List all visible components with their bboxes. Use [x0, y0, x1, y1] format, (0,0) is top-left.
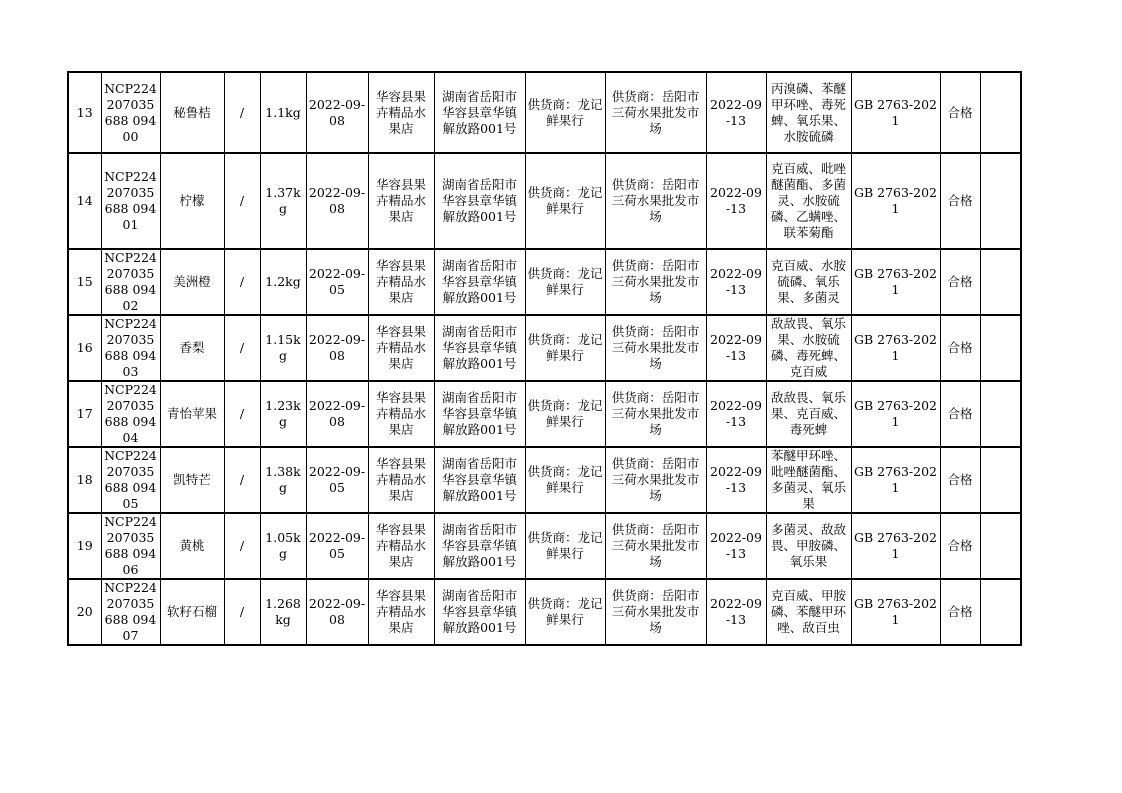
row-number-cell: 14 [68, 153, 101, 249]
sample-name-cell: 软籽石榴 [160, 579, 224, 645]
sample-name-cell: 青怡苹果 [160, 381, 224, 447]
row-number-cell: 16 [68, 315, 101, 381]
table-row [68, 381, 1021, 447]
results-sheet [67, 71, 1022, 646]
sample-code-cell: NCP224207035688 09407 [101, 579, 160, 645]
sample-code-cell: NCP224207035688 09406 [101, 513, 160, 579]
seller-address-cell: 湖南省岳阳市华容县章华镇解放路001号 [434, 579, 525, 645]
note-cell [980, 579, 1021, 645]
row-number-cell: 20 [68, 579, 101, 645]
market-cell: 供货商：岳阳市三荷水果批发市场 [605, 447, 706, 513]
quantity-cell: 1.1kg [260, 72, 306, 153]
seller-address-cell: 湖南省岳阳市华容县章华镇解放路001号 [434, 447, 525, 513]
production-date-cell: 2022-09-08 [306, 72, 368, 153]
standard-cell: GB 2763-2021 [851, 315, 940, 381]
row-number-cell: 17 [68, 381, 101, 447]
sample-code-cell: NCP224207035688 09404 [101, 381, 160, 447]
production-date-cell: 2022-09-05 [306, 447, 368, 513]
inspection-results-table [67, 71, 1022, 646]
seller-address-cell: 湖南省岳阳市华容县章华镇解放路001号 [434, 513, 525, 579]
supplier-cell: 供货商：龙记鲜果行 [525, 72, 605, 153]
production-date-cell: 2022-09-05 [306, 513, 368, 579]
note-cell [980, 315, 1021, 381]
seller-address-cell: 湖南省岳阳市华容县章华镇解放路001号 [434, 72, 525, 153]
quantity-cell: 1.05kg [260, 513, 306, 579]
supplier-cell: 供货商：龙记鲜果行 [525, 249, 605, 315]
test-items-cell: 多菌灵、敌敌畏、甲胺磷、氧乐果 [766, 513, 851, 579]
result-cell: 合格 [940, 381, 980, 447]
result-cell: 合格 [940, 579, 980, 645]
result-cell: 合格 [940, 447, 980, 513]
table-row [68, 153, 1021, 249]
specification-cell: / [224, 153, 260, 249]
sample-name-cell: 秘鲁桔 [160, 72, 224, 153]
row-number-cell: 19 [68, 513, 101, 579]
production-date-cell: 2022-09-08 [306, 579, 368, 645]
table-row [68, 72, 1021, 153]
seller-name-cell: 华容县果卉精品水果店 [368, 513, 434, 579]
specification-cell: / [224, 249, 260, 315]
report-date-cell: 2022-09-13 [706, 315, 766, 381]
sample-code-cell: NCP224207035688 09403 [101, 315, 160, 381]
result-cell: 合格 [940, 249, 980, 315]
production-date-cell: 2022-09-08 [306, 381, 368, 447]
note-cell [980, 249, 1021, 315]
result-cell: 合格 [940, 315, 980, 381]
report-date-cell: 2022-09-13 [706, 381, 766, 447]
note-cell [980, 513, 1021, 579]
market-cell: 供货商：岳阳市三荷水果批发市场 [605, 315, 706, 381]
market-cell: 供货商：岳阳市三荷水果批发市场 [605, 72, 706, 153]
production-date-cell: 2022-09-08 [306, 315, 368, 381]
seller-name-cell: 华容县果卉精品水果店 [368, 249, 434, 315]
seller-name-cell: 华容县果卉精品水果店 [368, 447, 434, 513]
note-cell [980, 447, 1021, 513]
sample-code-cell: NCP224207035688 09400 [101, 72, 160, 153]
row-number-cell: 13 [68, 72, 101, 153]
report-date-cell: 2022-09-13 [706, 579, 766, 645]
row-number-cell: 15 [68, 249, 101, 315]
market-cell: 供货商：岳阳市三荷水果批发市场 [605, 153, 706, 249]
supplier-cell: 供货商：龙记鲜果行 [525, 315, 605, 381]
table-row [68, 513, 1021, 579]
standard-cell: GB 2763-2021 [851, 381, 940, 447]
table-row [68, 447, 1021, 513]
test-items-cell: 克百威、甲胺磷、苯醚甲环唑、敌百虫 [766, 579, 851, 645]
seller-name-cell: 华容县果卉精品水果店 [368, 315, 434, 381]
table-row [68, 315, 1021, 381]
note-cell [980, 153, 1021, 249]
seller-address-cell: 湖南省岳阳市华容县章华镇解放路001号 [434, 381, 525, 447]
supplier-cell: 供货商：龙记鲜果行 [525, 513, 605, 579]
test-items-cell: 敌敌畏、氧乐果、克百威、毒死蜱 [766, 381, 851, 447]
sample-code-cell: NCP224207035688 09402 [101, 249, 160, 315]
test-items-cell: 克百威、水胺硫磷、氧乐果、多菌灵 [766, 249, 851, 315]
specification-cell: / [224, 447, 260, 513]
test-items-cell: 敌敌畏、氧乐果、水胺硫磷、毒死蜱、克百威 [766, 315, 851, 381]
test-items-cell: 丙溴磷、苯醚甲环唑、毒死蜱、氧乐果、水胺硫磷 [766, 72, 851, 153]
report-date-cell: 2022-09-13 [706, 72, 766, 153]
specification-cell: / [224, 381, 260, 447]
report-date-cell: 2022-09-13 [706, 153, 766, 249]
seller-address-cell: 湖南省岳阳市华容县章华镇解放路001号 [434, 315, 525, 381]
specification-cell: / [224, 579, 260, 645]
sample-name-cell: 柠檬 [160, 153, 224, 249]
production-date-cell: 2022-09-08 [306, 153, 368, 249]
seller-address-cell: 湖南省岳阳市华容县章华镇解放路001号 [434, 153, 525, 249]
supplier-cell: 供货商：龙记鲜果行 [525, 579, 605, 645]
note-cell [980, 381, 1021, 447]
quantity-cell: 1.15kg [260, 315, 306, 381]
quantity-cell: 1.23kg [260, 381, 306, 447]
result-cell: 合格 [940, 72, 980, 153]
seller-name-cell: 华容县果卉精品水果店 [368, 579, 434, 645]
supplier-cell: 供货商：龙记鲜果行 [525, 153, 605, 249]
standard-cell: GB 2763-2021 [851, 579, 940, 645]
seller-name-cell: 华容县果卉精品水果店 [368, 72, 434, 153]
quantity-cell: 1.2kg [260, 249, 306, 315]
test-items-cell: 克百威、吡唑醚菌酯、多菌灵、水胺硫磷、乙螨唑、联苯菊酯 [766, 153, 851, 249]
supplier-cell: 供货商：龙记鲜果行 [525, 381, 605, 447]
standard-cell: GB 2763-2021 [851, 72, 940, 153]
seller-address-cell: 湖南省岳阳市华容县章华镇解放路001号 [434, 249, 525, 315]
note-cell [980, 72, 1021, 153]
seller-name-cell: 华容县果卉精品水果店 [368, 153, 434, 249]
supplier-cell: 供货商：龙记鲜果行 [525, 447, 605, 513]
specification-cell: / [224, 315, 260, 381]
row-number-cell: 18 [68, 447, 101, 513]
specification-cell: / [224, 72, 260, 153]
table-row [68, 579, 1021, 645]
standard-cell: GB 2763-2021 [851, 447, 940, 513]
sample-name-cell: 香梨 [160, 315, 224, 381]
market-cell: 供货商：岳阳市三荷水果批发市场 [605, 513, 706, 579]
result-cell: 合格 [940, 153, 980, 249]
quantity-cell: 1.268kg [260, 579, 306, 645]
report-date-cell: 2022-09-13 [706, 249, 766, 315]
specification-cell: / [224, 513, 260, 579]
market-cell: 供货商：岳阳市三荷水果批发市场 [605, 579, 706, 645]
quantity-cell: 1.38kg [260, 447, 306, 513]
standard-cell: GB 2763-2021 [851, 153, 940, 249]
test-items-cell: 苯醚甲环唑、吡唑醚菌酯、多菌灵、氧乐果 [766, 447, 851, 513]
table-body [68, 72, 1021, 645]
quantity-cell: 1.37kg [260, 153, 306, 249]
market-cell: 供货商：岳阳市三荷水果批发市场 [605, 249, 706, 315]
market-cell: 供货商：岳阳市三荷水果批发市场 [605, 381, 706, 447]
report-date-cell: 2022-09-13 [706, 447, 766, 513]
sample-name-cell: 黄桃 [160, 513, 224, 579]
result-cell: 合格 [940, 513, 980, 579]
production-date-cell: 2022-09-05 [306, 249, 368, 315]
table-row [68, 249, 1021, 315]
seller-name-cell: 华容县果卉精品水果店 [368, 381, 434, 447]
sample-code-cell: NCP224207035688 09405 [101, 447, 160, 513]
sample-name-cell: 凯特芒 [160, 447, 224, 513]
sample-name-cell: 美洲橙 [160, 249, 224, 315]
standard-cell: GB 2763-2021 [851, 513, 940, 579]
standard-cell: GB 2763-2021 [851, 249, 940, 315]
sample-code-cell: NCP224207035688 09401 [101, 153, 160, 249]
report-date-cell: 2022-09-13 [706, 513, 766, 579]
